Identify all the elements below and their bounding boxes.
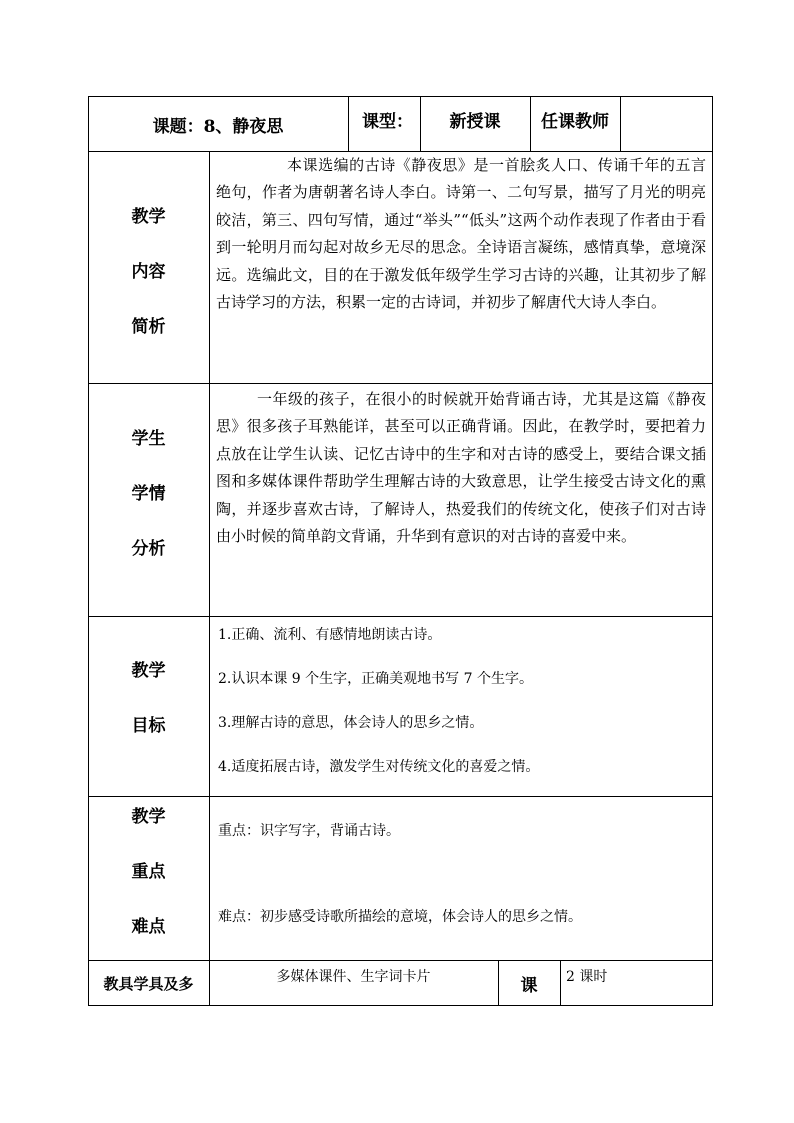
content-label-line-1: 教学	[131, 207, 166, 227]
student-analysis-text	[216, 386, 706, 550]
goal-item-3: 3.理解古诗的意思，体会诗人的思乡之情。	[218, 715, 484, 731]
key-label-line-3: 难点	[131, 917, 166, 937]
goal-item-1: 1.正确、流利、有感情地朗读古诗。	[218, 627, 442, 643]
student-label-line-3: 分析	[131, 539, 166, 559]
teacher-label-cell	[530, 96, 620, 142]
difficult-point-text: 难点：初步感受诗歌所描绘的意境，体会诗人的思乡之情。	[218, 909, 582, 925]
content-label-line-3: 简析	[131, 317, 166, 337]
row-divider-3	[88, 616, 713, 617]
student-label-line-2: 学情	[131, 484, 166, 504]
goal-item-2: 2.认识本课 9 个生字，正确美观地书写 7 个生字。	[218, 671, 533, 687]
type-value-cell	[420, 96, 530, 142]
label-column-divider	[209, 151, 210, 961]
content-label-line-2: 内容	[131, 262, 166, 282]
content-analysis-label	[88, 190, 209, 355]
type-label: 课型：	[362, 111, 413, 132]
teaching-goals-label	[88, 644, 209, 754]
topic-cell	[88, 96, 348, 152]
materials-divider-3	[560, 960, 561, 1006]
teacher-value-cell[interactable]	[620, 96, 712, 152]
materials-value: 多媒体课件、生字词卡片	[276, 969, 431, 985]
student-analysis-label	[88, 412, 209, 577]
hours-value-cell	[566, 966, 706, 986]
table-border-right	[712, 96, 713, 1006]
topic-label: 课题：8、静夜思	[152, 116, 284, 137]
type-value: 新授课	[449, 111, 501, 132]
teacher-label: 任课教师	[541, 111, 609, 132]
materials-label-cell	[88, 960, 209, 1006]
materials-value-cell	[209, 966, 498, 986]
key-points-label	[88, 790, 209, 955]
goal-item-4: 4.适度拓展古诗，激发学生对传统文化的喜爱之情。	[218, 759, 540, 775]
key-label-line-2: 重点	[131, 862, 166, 882]
hours-label-cell	[498, 960, 560, 1006]
student-label-line-1: 学生	[131, 429, 166, 449]
content-analysis-paragraph: 本课选编的古诗《静夜思》是一首脍炙人口、传诵千年的五言绝句，作者为唐朝著名诗人李白。诗第一、二句写景，描写了月光的明亮皎洁，第三、四句写情，通过“举头”“低头”这两个动作表现了作者由于看到一轮明月而勾起对故乡无尽的思念。全诗语言凝练，感情真挚，意境深远。选编此文，目的在于激发低年级学生学习古诗的兴趣，让其初步了解古诗学习的方法，积累一定的古诗词，并初步了解唐代大诗人李白。	[216, 156, 706, 312]
key-label-line-1: 教学	[131, 807, 166, 827]
materials-label: 教具学具及多	[103, 974, 194, 993]
row-divider-2	[88, 383, 713, 384]
student-analysis-paragraph: 一年级的孩子，在很小的时候就开始背诵古诗，尤其是这篇《静夜思》很多孩子耳熟能详，甚至可以正确背诵。因此，在教学时，要把着力点放在让学生认读、记忆古诗中的生字和对古诗的感受上，要结合课文插图和多媒体课件帮助学生理解古诗的大致意思，让学生接受古诗文化的熏陶，并逐步喜欢古诗，了解诗人，热爱我们的传统文化，使孩子们对古诗由小时候的简单韵文背诵，升华到有意识的对古诗的喜爱中来。	[216, 390, 706, 546]
type-label-cell	[348, 96, 420, 142]
content-analysis-text	[216, 152, 706, 316]
hours-label: 课	[520, 975, 538, 996]
goals-label-line-1: 教学	[131, 661, 166, 681]
key-point-text: 重点：识字写字，背诵古诗。	[218, 823, 400, 839]
hours-value: 2 课时	[566, 969, 608, 985]
goals-label-line-2: 目标	[131, 716, 166, 736]
